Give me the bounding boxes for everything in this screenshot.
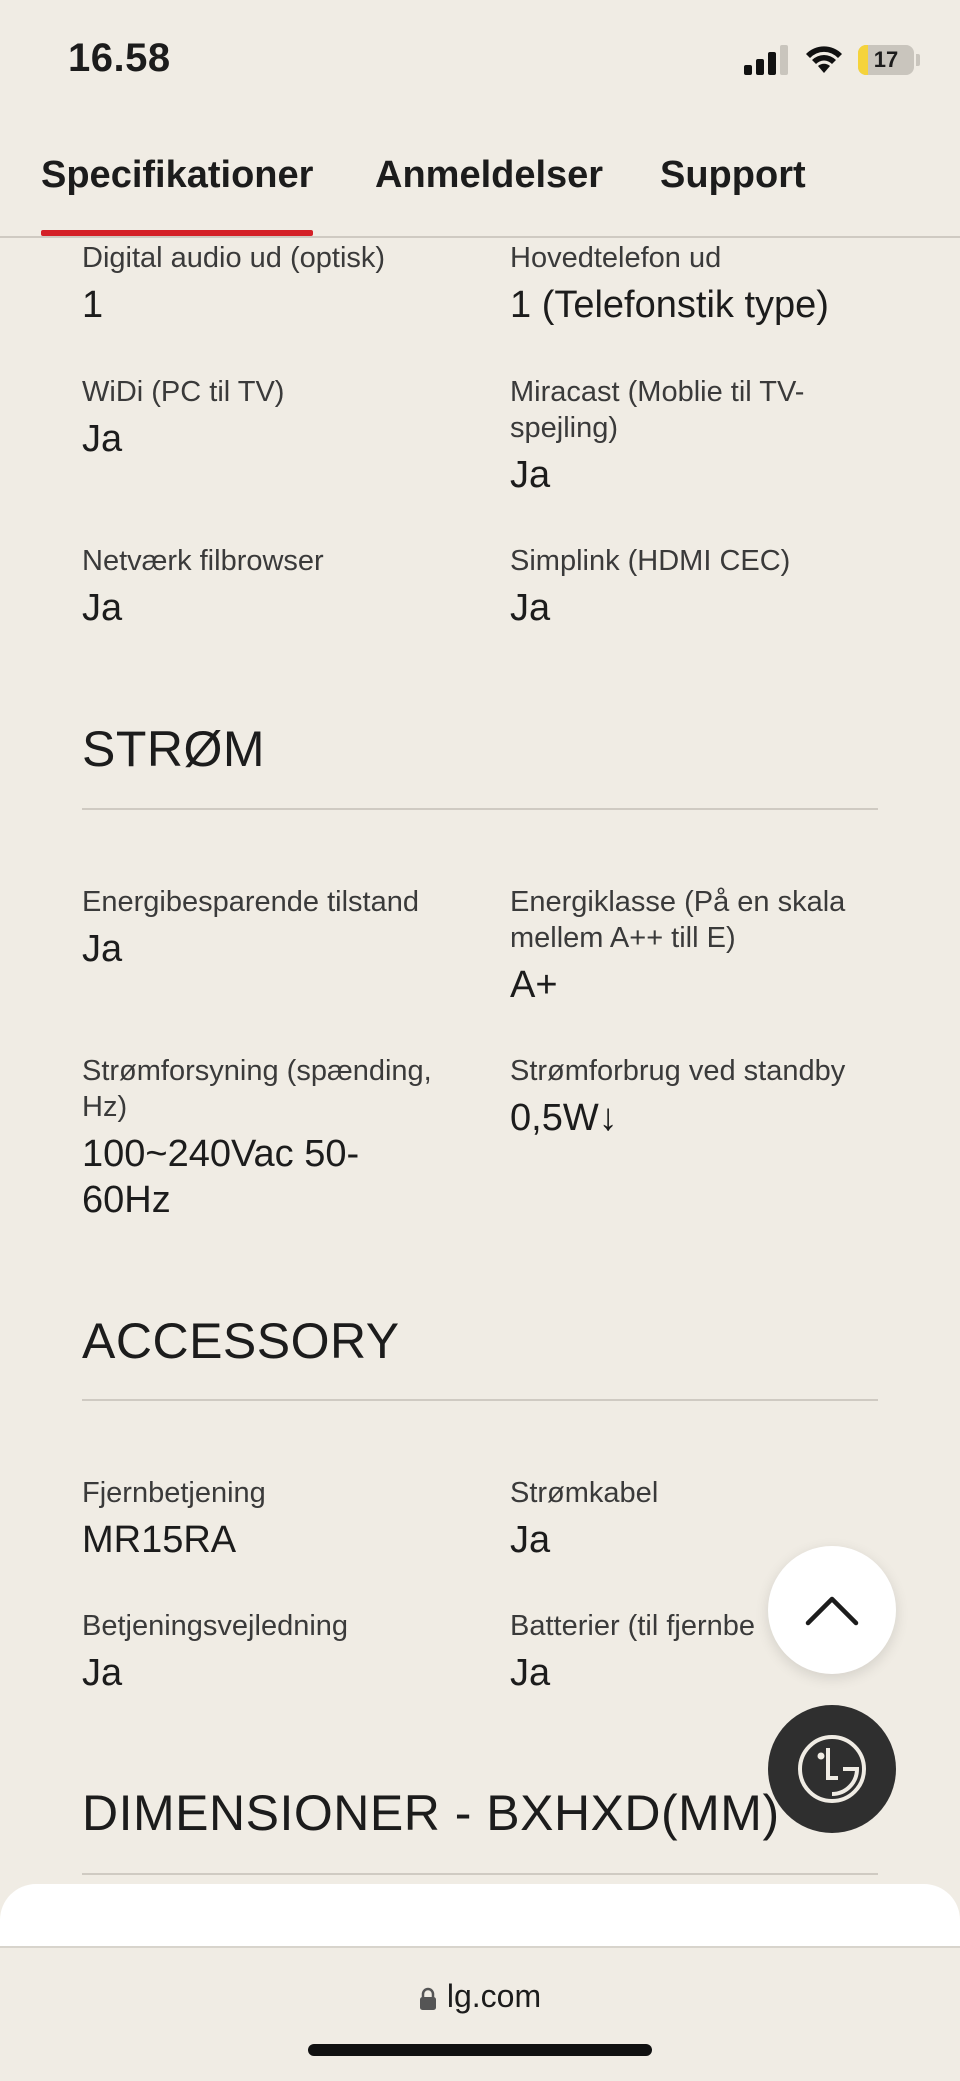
browser-address-bar[interactable] (0, 1946, 960, 2081)
spec-network-browser (82, 543, 462, 631)
spec-value: Ja (82, 928, 123, 970)
spec-label: Energiklasse (På en skala mellem A++ till E) (510, 886, 846, 954)
battery-icon (858, 45, 914, 75)
spec-value: Ja (510, 587, 551, 629)
spec-value: A+ (510, 964, 558, 1006)
chevron-up-icon (804, 1593, 860, 1627)
section-divider (82, 1399, 878, 1401)
spec-label: Hovedtelefon ud (510, 242, 722, 274)
spec-value: Ja (510, 454, 551, 496)
spec-headphone-out (510, 240, 890, 328)
section-title-accessory: ACCESSORY (82, 1313, 400, 1369)
spec-value: Ja (510, 1519, 551, 1561)
spec-value: 1 (82, 284, 104, 326)
spec-value: 100~240Vac 50-60Hz (82, 1133, 360, 1221)
battery-level: 17 (873, 47, 899, 72)
spec-simplink (510, 543, 890, 631)
tab-specifikationer[interactable]: Specifikationer (41, 154, 314, 196)
lg-logo-icon (795, 1732, 869, 1806)
spec-widi (82, 374, 462, 462)
active-tab-indicator (41, 230, 313, 236)
spec-power-supply (82, 1053, 452, 1223)
spec-value: Ja (82, 418, 123, 460)
spec-manual (82, 1608, 462, 1696)
spec-value: Ja (82, 1652, 123, 1694)
spec-value: 1 (Telefonstik type) (510, 284, 829, 326)
tab-support[interactable]: Support (660, 154, 806, 196)
spec-energy-saving (82, 884, 462, 972)
spec-energy-class (510, 884, 860, 1008)
spec-value: MR15RA (82, 1519, 237, 1561)
spec-value: Ja (82, 587, 123, 629)
scroll-to-top-button[interactable] (768, 1546, 896, 1674)
spec-remote (82, 1475, 462, 1563)
status-bar (0, 0, 960, 118)
spec-label: Strømforbrug ved standby (510, 1055, 846, 1087)
spec-label: Netværk filbrowser (82, 545, 324, 577)
cellular-signal-icon (744, 45, 790, 75)
section-divider (82, 1873, 878, 1875)
spec-label: Digital audio ud (optisk) (82, 242, 386, 274)
spec-label: Strømforsyning (spænding, Hz) (82, 1055, 432, 1123)
home-indicator[interactable] (308, 2044, 652, 2056)
lock-icon (419, 1987, 437, 2011)
spec-standby-consumption (510, 1053, 890, 1141)
section-title-power: STRØM (82, 721, 266, 777)
tab-anmeldelser[interactable]: Anmeldelser (375, 154, 604, 196)
wifi-icon (804, 45, 844, 75)
spec-label: Betjeningsvejledning (82, 1610, 349, 1642)
spec-digital-audio (82, 240, 462, 328)
section-title-dimensions: DIMENSIONER - BXHXD(MM) (82, 1785, 780, 1841)
spec-label: WiDi (PC til TV) (82, 376, 285, 408)
spec-miracast (510, 374, 850, 498)
spec-label: Fjernbetjening (82, 1477, 266, 1509)
lg-chat-button[interactable] (768, 1705, 896, 1833)
spec-value: Ja (510, 1652, 551, 1694)
spec-label: Energibesparende tilstand (82, 886, 419, 918)
spec-tabs (0, 118, 960, 238)
status-time: 16.58 (68, 36, 171, 80)
battery-cap (916, 54, 920, 66)
url-display[interactable] (0, 1978, 960, 2015)
spec-label: Batterier (til fjernbe (510, 1610, 755, 1642)
spec-label: Miracast (Moblie til TV-spejling) (510, 376, 805, 444)
section-divider (82, 808, 878, 810)
spec-label: Simplink (HDMI CEC) (510, 545, 791, 577)
spec-value: 0,5W↓ (510, 1097, 618, 1139)
spec-label: Strømkabel (510, 1477, 659, 1509)
url-text: lg.com (446, 1978, 542, 2014)
status-icons (744, 40, 920, 80)
